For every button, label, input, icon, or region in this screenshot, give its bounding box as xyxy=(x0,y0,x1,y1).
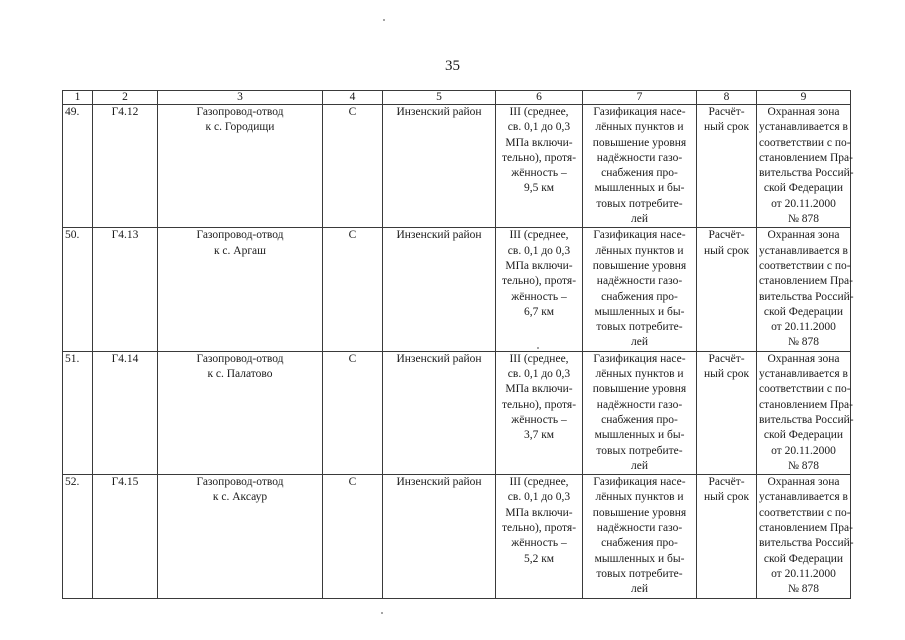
cell-line: лённых пунктов и xyxy=(595,368,684,381)
cell-line: св. 0,1 до 0,3 xyxy=(507,491,571,504)
category-cell: С xyxy=(323,105,383,228)
object-code-cell: Г4.14 xyxy=(93,351,158,474)
object-name-cell xyxy=(158,351,323,474)
object-name-cell xyxy=(158,105,323,228)
cell-line: св. 0,1 до 0,3 xyxy=(507,121,571,134)
cell-line: мышленных и бы- xyxy=(594,305,685,318)
cell-line: от 20.11.2000 xyxy=(771,197,836,210)
scan-speck xyxy=(537,347,539,349)
cell-line: вительства Россий- xyxy=(759,167,854,180)
page-number: 35 xyxy=(445,58,460,74)
parameters-cell xyxy=(496,228,583,351)
column-number: 3 xyxy=(158,91,323,105)
cell-line: снабжения про- xyxy=(601,167,678,180)
cell-line: Газификация насе- xyxy=(593,229,686,242)
cell-line: Охранная зона xyxy=(767,229,840,242)
district-cell: Инзенский район xyxy=(383,228,496,351)
cell-line: тельно), протя- xyxy=(501,151,577,164)
row-number-cell: 52. xyxy=(63,475,93,598)
note-cell xyxy=(757,105,854,228)
cell-line: лей xyxy=(631,583,648,596)
cell-line: становлением Пра- xyxy=(759,275,853,288)
parameters-cell xyxy=(496,105,583,228)
cell-line: к с. Аксаур xyxy=(212,491,268,504)
cell-line: св. 0,1 до 0,3 xyxy=(507,244,571,257)
cell-line: ный срок xyxy=(703,368,750,381)
cell-line: становлением Пра- xyxy=(759,151,853,164)
column-number: 7 xyxy=(583,91,697,105)
cell-line: лей xyxy=(631,459,648,472)
cell-line: лённых пунктов и xyxy=(595,491,684,504)
cell-line: устанавливается в xyxy=(759,121,848,134)
scan-speck xyxy=(383,19,385,21)
object-code-cell: Г4.13 xyxy=(93,228,158,351)
cell-line: ный срок xyxy=(703,121,750,134)
column-number: 9 xyxy=(757,91,851,105)
column-number-row xyxy=(63,91,851,105)
scan-speck xyxy=(381,612,383,614)
row-number-cell: 49. xyxy=(63,105,93,228)
parameters-cell xyxy=(496,475,583,598)
cell-line: ный срок xyxy=(703,244,750,257)
cell-line: соответствии с по- xyxy=(759,506,851,519)
cell-line: надёжности газо- xyxy=(596,275,683,288)
cell-line: МПа включи- xyxy=(505,383,573,396)
column-number: 6 xyxy=(496,91,583,105)
district-cell: Инзенский район xyxy=(383,105,496,228)
column-number: 8 xyxy=(697,91,757,105)
cell-line: повышение уровня xyxy=(592,383,687,396)
cell-line: III (среднее, xyxy=(509,476,569,489)
category-cell: С xyxy=(323,351,383,474)
cell-line: становлением Пра- xyxy=(759,522,853,535)
cell-line: Газификация насе- xyxy=(593,352,686,365)
cell-line: 5,2 км xyxy=(523,552,555,565)
note-cell xyxy=(757,351,854,474)
cell-line: Газификация насе- xyxy=(593,106,686,118)
cell-line: товых потребите- xyxy=(596,197,683,210)
cell-line: 6,7 км xyxy=(523,305,555,318)
cell-line: надёжности газо- xyxy=(596,398,683,411)
cell-line: повышение уровня xyxy=(592,136,687,149)
cell-line: лей xyxy=(631,213,648,226)
cell-line: III (среднее, xyxy=(509,106,569,118)
cell-line: устанавливается в xyxy=(759,244,848,257)
cell-line: снабжения про- xyxy=(601,290,678,303)
cell-line: ской Федерации xyxy=(763,305,844,318)
cell-line: повышение уровня xyxy=(592,506,687,519)
cell-line: жённость – xyxy=(511,537,567,550)
purpose-cell xyxy=(583,105,697,228)
cell-line: тельно), протя- xyxy=(501,398,577,411)
column-number: 2 xyxy=(93,91,158,105)
cell-line: № 878 xyxy=(787,213,820,226)
category-cell: С xyxy=(323,228,383,351)
cell-line: вительства Россий- xyxy=(759,537,854,550)
cell-line: Расчёт- xyxy=(708,476,745,489)
parameters-cell xyxy=(496,351,583,474)
district-cell: Инзенский район xyxy=(383,351,496,474)
purpose-cell xyxy=(583,475,697,598)
cell-line: вительства Россий- xyxy=(759,290,854,303)
cell-line: 3,7 км xyxy=(523,429,555,442)
cell-line: тельно), протя- xyxy=(501,275,577,288)
cell-line: ской Федерации xyxy=(763,552,844,565)
cell-line: III (среднее, xyxy=(509,352,569,365)
cell-line: соответствии с по- xyxy=(759,259,851,272)
cell-line: вительства Россий- xyxy=(759,413,854,426)
column-number: 5 xyxy=(383,91,496,105)
table-row xyxy=(63,351,851,474)
cell-line: мышленных и бы- xyxy=(594,552,685,565)
cell-line: жённость – xyxy=(511,413,567,426)
cell-line: Газопровод-отвод xyxy=(196,229,284,242)
cell-line: лённых пунктов и xyxy=(595,121,684,134)
district-cell: Инзенский район xyxy=(383,475,496,598)
cell-line: Охранная зона xyxy=(767,106,840,118)
term-cell xyxy=(697,228,757,351)
cell-line: Охранная зона xyxy=(767,476,840,489)
cell-line: Расчёт- xyxy=(708,106,745,118)
cell-line: лённых пунктов и xyxy=(595,244,684,257)
cell-line: повышение уровня xyxy=(592,259,687,272)
cell-line: соответствии с по- xyxy=(759,383,851,396)
cell-line: ской Федерации xyxy=(763,429,844,442)
cell-line: св. 0,1 до 0,3 xyxy=(507,368,571,381)
cell-line: Охранная зона xyxy=(767,352,840,365)
note-cell xyxy=(757,475,854,598)
term-cell xyxy=(697,475,757,598)
cell-line: снабжения про- xyxy=(601,413,678,426)
row-number-cell: 50. xyxy=(63,228,93,351)
cell-line: Расчёт- xyxy=(708,229,745,242)
cell-line: надёжности газо- xyxy=(596,522,683,535)
cell-line: Расчёт- xyxy=(708,352,745,365)
cell-line: устанавливается в xyxy=(759,368,848,381)
table-row xyxy=(63,475,851,598)
cell-line: № 878 xyxy=(787,583,820,596)
term-cell xyxy=(697,105,757,228)
row-number-cell: 51. xyxy=(63,351,93,474)
cell-line: товых потребите- xyxy=(596,444,683,457)
cell-line: III (среднее, xyxy=(509,229,569,242)
cell-line: к с. Городищи xyxy=(205,121,275,134)
cell-line: Газопровод-отвод xyxy=(196,106,284,118)
cell-line: МПа включи- xyxy=(505,136,573,149)
category-cell: С xyxy=(323,475,383,598)
cell-line: № 878 xyxy=(787,459,820,472)
cell-line: лей xyxy=(631,336,648,349)
cell-line: Газопровод-отвод xyxy=(196,476,284,489)
cell-line: Газификация насе- xyxy=(593,476,686,489)
cell-line: соответствии с по- xyxy=(759,136,851,149)
cell-line: к с. Аргаш xyxy=(213,244,267,257)
cell-line: 9,5 км xyxy=(523,182,555,195)
cell-line: жённость – xyxy=(511,290,567,303)
purpose-cell xyxy=(583,228,697,351)
cell-line: к с. Палатово xyxy=(207,368,273,381)
purpose-cell xyxy=(583,351,697,474)
cell-line: Газопровод-отвод xyxy=(196,352,284,365)
data-table xyxy=(62,90,854,599)
cell-line: мышленных и бы- xyxy=(594,182,685,195)
cell-line: снабжения про- xyxy=(601,537,678,550)
column-number: 4 xyxy=(323,91,383,105)
column-number: 1 xyxy=(63,91,93,105)
cell-line: ской Федерации xyxy=(763,182,844,195)
cell-line: жённость – xyxy=(511,167,567,180)
table-row xyxy=(63,228,851,351)
cell-line: надёжности газо- xyxy=(596,151,683,164)
cell-line: от 20.11.2000 xyxy=(771,444,836,457)
table-row xyxy=(63,105,851,228)
cell-line: товых потребите- xyxy=(596,567,683,580)
cell-line: МПа включи- xyxy=(505,506,573,519)
object-code-cell: Г4.15 xyxy=(93,475,158,598)
object-name-cell xyxy=(158,228,323,351)
cell-line: мышленных и бы- xyxy=(594,429,685,442)
object-code-cell: Г4.12 xyxy=(93,105,158,228)
cell-line: становлением Пра- xyxy=(759,398,853,411)
cell-line: от 20.11.2000 xyxy=(771,567,836,580)
cell-line: ный срок xyxy=(703,491,750,504)
cell-line: товых потребите- xyxy=(596,321,683,334)
table-body xyxy=(63,105,854,599)
cell-line: устанавливается в xyxy=(759,491,848,504)
term-cell xyxy=(697,351,757,474)
object-name-cell xyxy=(158,475,323,598)
cell-line: № 878 xyxy=(787,336,820,349)
cell-line: тельно), протя- xyxy=(501,522,577,535)
note-cell xyxy=(757,228,854,351)
cell-line: МПа включи- xyxy=(505,259,573,272)
cell-line: от 20.11.2000 xyxy=(771,321,836,334)
